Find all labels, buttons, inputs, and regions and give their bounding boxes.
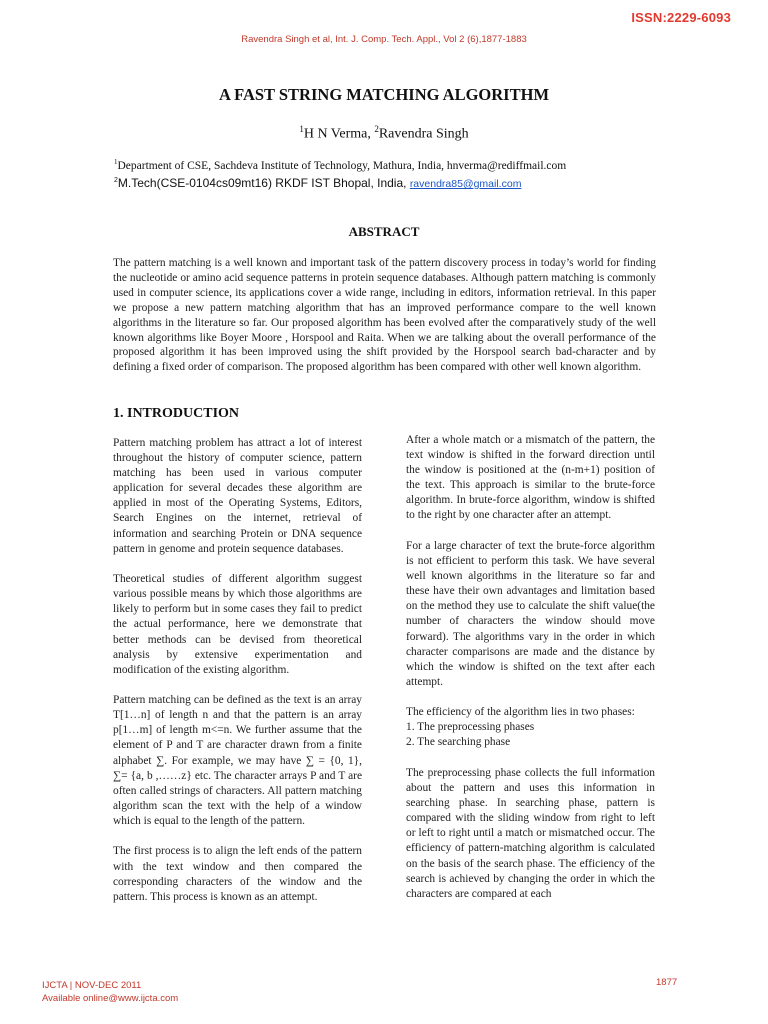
paragraph: After a whole match or a mismatch of the pattern, the text window is shifted in the forward direction until the window is positioned at the (n-m+1) position of the text. This approach is similar to the brute-force algorithm. In brute-force algorithm, window is shifted to the right by one character after an attempt. xyxy=(406,434,655,522)
page-number: 1877 xyxy=(656,977,678,988)
paragraph: Pattern matching can be defined as the text is an array T[1…n] of length n and that the pattern is an array p[1…m] of length m<=n. We further assume that the element of P and T are character drawn from a finite alphabet ∑. For example, we may have ∑ = {0, 1}, ∑= {a, b ,……z} etc. The character arrays P and T are often called strings of characters. All pattern matching algorithm scan the text with the help of a window which is equal to the length of the pattern. xyxy=(113,694,362,827)
author-line xyxy=(0,124,768,143)
footer-online-link[interactable]: Available online@www.ijcta.com xyxy=(42,992,179,1004)
author-1-marker: 1 xyxy=(299,124,304,134)
running-head: Ravendra Singh et al, Int. J. Comp. Tech. Appl., Vol 2 (6),1877-1883 xyxy=(241,34,527,45)
affiliation-2-text: M.Tech(CSE-0104cs09mt16) RKDF IST Bhopal, India, xyxy=(117,176,410,190)
paragraph: Pattern matching problem has attract a lot of interest throughout the history of computer science, pattern matching has been used in various computer application for several decades these algorithm are applied in most of the Operating Systems, Editors, Search Engines on the internet, retrieval of information and searching Protein or DNA sequence pattern in genome and protein sequence databases. xyxy=(113,437,362,555)
affiliation-1-text: Department of CSE, Sachdeva Institute of Technology, Mathura, India, hnverma@rediffmail.com xyxy=(117,159,567,172)
paragraph: The first process is to align the left ends of the pattern with the text window and then compared the corresponding characters of the window and the pattern. This process is known as an attempt. xyxy=(113,845,362,903)
author-2: Ravendra Singh xyxy=(378,126,469,142)
email-link[interactable]: ravendra85@gmail.com xyxy=(409,178,522,190)
paper-title: A FAST STRING MATCHING ALGORITHM xyxy=(218,85,550,104)
author-1: H N Verma, xyxy=(303,126,375,142)
left-column xyxy=(113,436,362,920)
section-heading: 1. INTRODUCTION xyxy=(113,406,240,421)
list-item: 1. The preprocessing phases xyxy=(406,721,535,734)
phases-intro-text: The efficiency of the algorithm lies in two phases: xyxy=(406,706,635,719)
abstract-heading: ABSTRACT xyxy=(348,224,420,239)
affiliation-1 xyxy=(114,158,566,172)
abstract-text: The pattern matching is a well known and important task of the pattern discovery process in today’s world for finding the nucleotide or amino acid sequence patterns in protein sequence databases. Although pattern matching is commonly used in computer science, its applications cover a wide range, including in editors, information retrieval. In this paper we propose a new pattern matching algorithm that has an improved performance compare to the well known algorithms in the literature so far. Our proposed algorithm has been evolved after the comparatively study of the well known algorithms like Boyer Moore , Horspool and Raita. When we are talking about the overall performance of the proposed algorithm it has been improved using the shift provided by the Horspool search bad-character and by defining a fixed order of comparison. The proposed algorithm has been compared with other well known algorithm. xyxy=(113,257,656,374)
footer-issue: IJCTA | NOV-DEC 2011 xyxy=(42,980,142,991)
issn-label: ISSN:2229-6093 xyxy=(631,10,731,25)
paragraph: The preprocessing phase collects the full information about the pattern and uses this information in searching phase. In searching phase, pattern is compared with the sliding window from right to left or left to right until a match or mismatched occur. The efficiency of pattern-matching algorithm is calculated on the basis of the search phase. The efficiency of the search is achieved by changing the order in which the characters are compared at each xyxy=(406,766,655,900)
paragraph: Theoretical studies of different algorithm suggest various possible means by which those algorithms are likely to perform but in some cases they fail to predict the actual performance, here we demonstrate that better methods can be devised from theoretical analysis by extensive experimentation and modification of the existing algorithm. xyxy=(113,573,362,676)
affiliation-1-marker: 1 xyxy=(114,158,118,166)
footer-journal xyxy=(42,980,178,1005)
author-2-marker: 2 xyxy=(374,124,379,134)
right-column xyxy=(406,433,655,917)
affiliation-2-marker: 2 xyxy=(114,177,118,184)
list-item: 2. The searching phase xyxy=(406,736,511,749)
affiliation-2 xyxy=(114,176,521,190)
phases-intro xyxy=(406,705,655,750)
paragraph: For a large character of text the brute-force algorithm is not efficient to perform this task. We have several well known algorithms in the literature so far and these have their own advantages and limitation based on the method they use to calculate the shift value(the number of characters the window should move forward). The algorithms vary in the order in which character comparisons are made and the distance by which the window is shifted on the text after each attempt. xyxy=(406,539,655,688)
